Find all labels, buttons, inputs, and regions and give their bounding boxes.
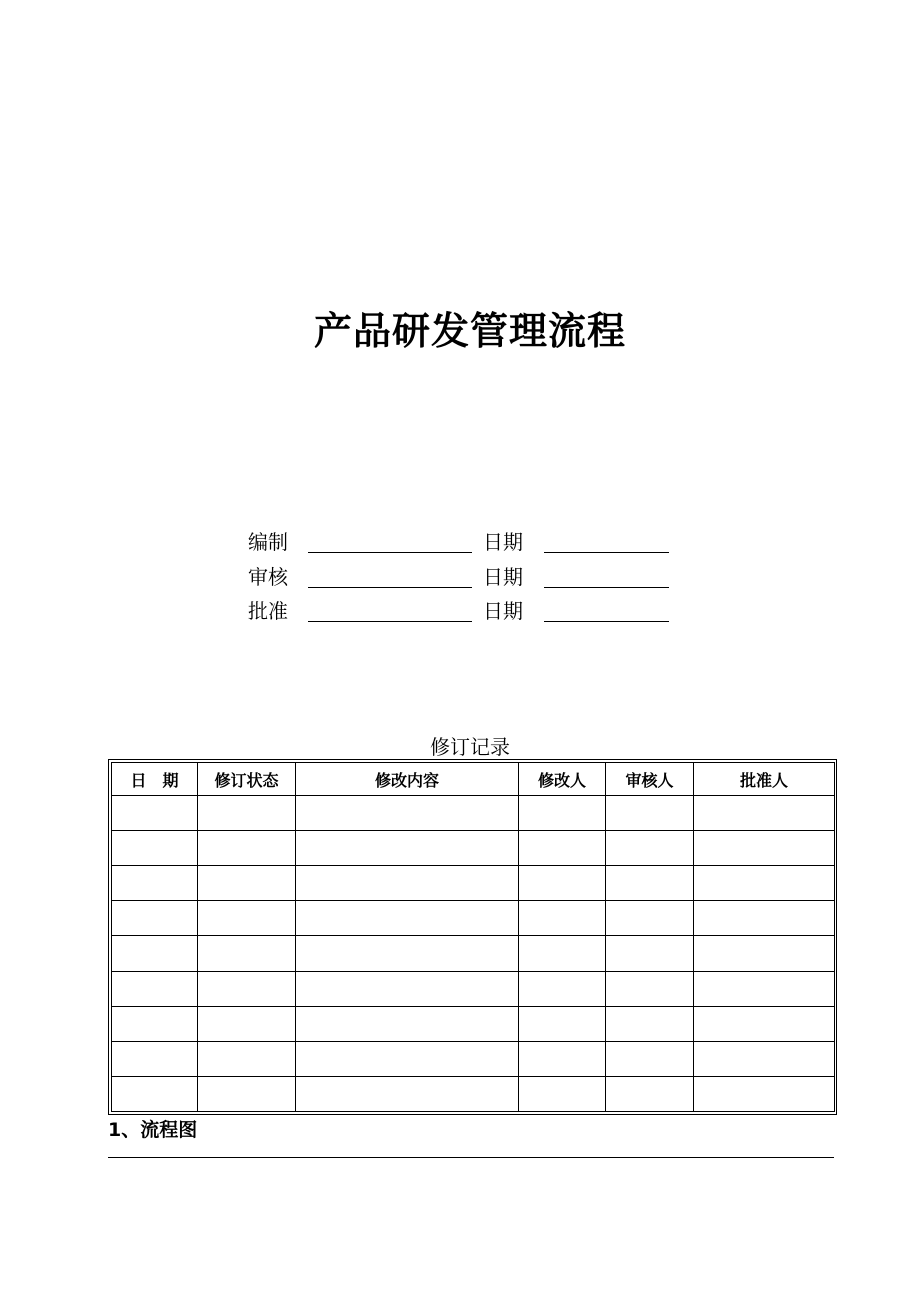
table-cell [694, 936, 835, 971]
signoff-date-label: 日期 [483, 599, 523, 623]
table-cell [519, 1041, 606, 1076]
column-header-reviewer: 审核人 [606, 763, 694, 796]
table-cell [519, 1076, 606, 1111]
table-cell [198, 971, 296, 1006]
table-cell [519, 901, 606, 936]
table-cell [519, 1006, 606, 1041]
table-cell [606, 901, 694, 936]
table-cell [296, 796, 519, 831]
table-cell [296, 831, 519, 866]
table-cell [519, 796, 606, 831]
signoff-role-label: 编制 [248, 530, 288, 554]
signoff-role-label: 审核 [248, 565, 288, 589]
table-cell [198, 936, 296, 971]
section-divider [108, 1157, 834, 1158]
table-cell [296, 1041, 519, 1076]
table-row [112, 796, 835, 831]
table-row [112, 1041, 835, 1076]
table-cell [296, 901, 519, 936]
table-cell [694, 1041, 835, 1076]
table-cell [198, 1006, 296, 1041]
table-cell [519, 866, 606, 901]
signoff-date-label: 日期 [483, 530, 523, 554]
table-cell [198, 1076, 296, 1111]
signoff-date-line [544, 621, 669, 622]
table-row [112, 831, 835, 866]
revision-record-title: 修订记录 [430, 735, 510, 759]
table-cell [694, 866, 835, 901]
table-cell [112, 1076, 198, 1111]
table-cell [112, 901, 198, 936]
table-row [112, 971, 835, 1006]
column-header-modifier: 修改人 [519, 763, 606, 796]
signoff-role-label: 批准 [248, 599, 288, 623]
table-cell [694, 901, 835, 936]
table-row [112, 866, 835, 901]
table-cell [112, 936, 198, 971]
table-cell [112, 866, 198, 901]
table-cell [296, 866, 519, 901]
document-title: 产品研发管理流程 [313, 308, 626, 353]
table-cell [112, 796, 198, 831]
revision-table-header-row [112, 763, 835, 796]
column-header-date: 日 期 [112, 763, 198, 796]
revision-table-body [112, 796, 835, 1112]
table-cell [606, 971, 694, 1006]
table-cell [198, 1041, 296, 1076]
table-cell [694, 796, 835, 831]
table-cell [198, 831, 296, 866]
table-cell [606, 1076, 694, 1111]
table-cell [198, 901, 296, 936]
column-header-status: 修订状态 [198, 763, 296, 796]
table-cell [296, 971, 519, 1006]
table-cell [606, 1041, 694, 1076]
table-cell [694, 1006, 835, 1041]
table-cell [296, 1076, 519, 1111]
table-cell [606, 936, 694, 971]
table-cell [112, 831, 198, 866]
signoff-name-line [308, 587, 472, 588]
table-cell [694, 971, 835, 1006]
column-header-approver: 批准人 [694, 763, 835, 796]
table-cell [606, 796, 694, 831]
table-row [112, 1076, 835, 1111]
table-row [112, 936, 835, 971]
table-cell [694, 1076, 835, 1111]
signoff-name-line [308, 621, 472, 622]
table-cell [296, 1006, 519, 1041]
signoff-date-line [544, 552, 669, 553]
signoff-name-line [308, 552, 472, 553]
table-row [112, 1006, 835, 1041]
table-cell [519, 971, 606, 1006]
table-cell [606, 831, 694, 866]
table-cell [519, 831, 606, 866]
table-cell [606, 1006, 694, 1041]
table-row [112, 901, 835, 936]
table-cell [112, 971, 198, 1006]
table-cell [112, 1041, 198, 1076]
table-cell [198, 796, 296, 831]
signoff-date-line [544, 587, 669, 588]
revision-table [111, 762, 835, 1112]
table-cell [112, 1006, 198, 1041]
table-cell [519, 936, 606, 971]
table-cell [606, 866, 694, 901]
table-cell [694, 831, 835, 866]
table-cell [198, 866, 296, 901]
table-cell [296, 936, 519, 971]
section-heading-flowchart: 1、流程图 [108, 1119, 198, 1141]
revision-table-frame [108, 759, 837, 1115]
signoff-date-label: 日期 [483, 565, 523, 589]
column-header-content: 修改内容 [296, 763, 519, 796]
